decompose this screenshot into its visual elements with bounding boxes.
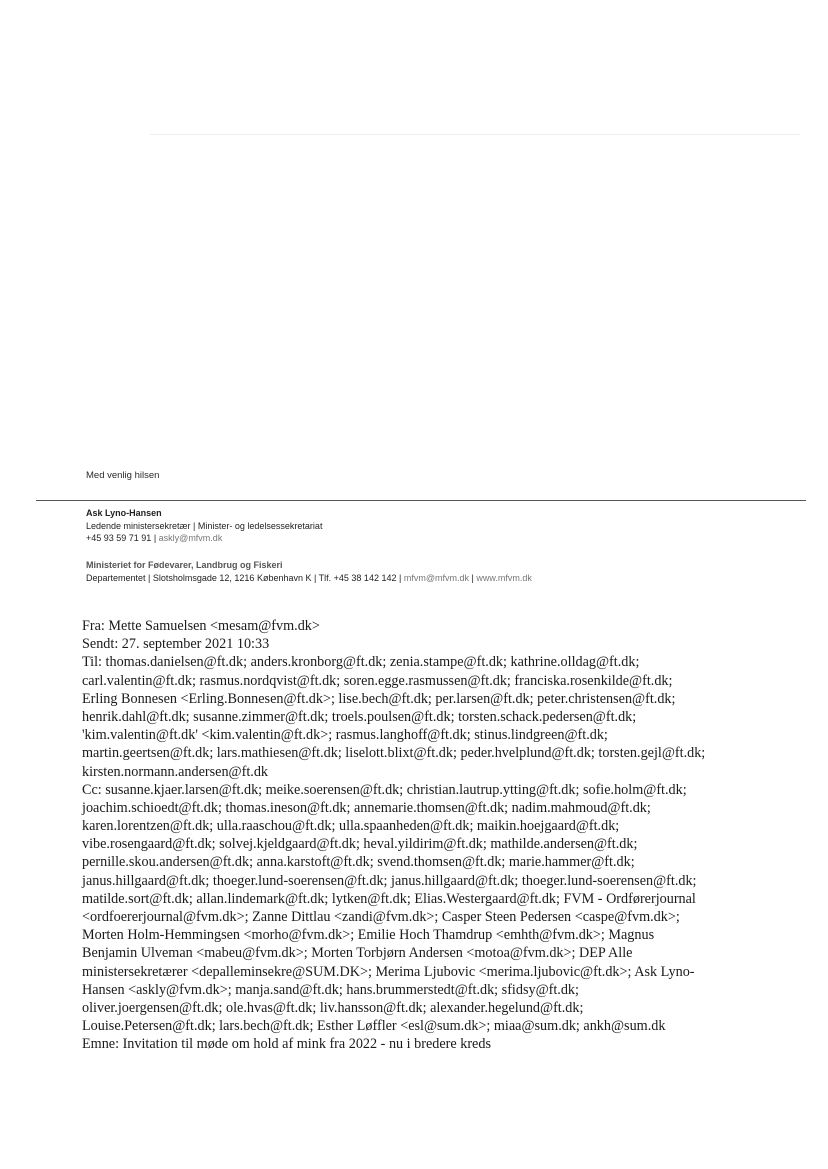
separator: | xyxy=(153,533,159,543)
email-header-line: Fra: Mette Samuelsen <mesam@fvm.dk> xyxy=(82,618,320,634)
email-header-line: Sendt: 27. september 2021 10:33 xyxy=(82,636,270,653)
separator: | xyxy=(398,573,404,583)
email-header-line: janus.hillgaard@ft.dk; thoeger.lund-soerensen@ft.dk; janus.hillgaard@ft.dk; thoeger.lund-soerensen@ft.dk; xyxy=(82,872,697,889)
email-header-line: <ordfoererjournal@fvm.dk>; Zanne Dittlau <zandi@fvm.dk>; Casper Steen Pedersen <caspe@fvm.dk>; xyxy=(82,909,680,925)
email-header-line: vibe.rosengaard@ft.dk; solvej.kjeldgaard@ft.dk; heval.yildirim@ft.dk; mathilde.andersen@ft.dk; xyxy=(82,836,638,853)
email-header-line: ministersekretærer <depalleminsekre@SUM.DK>; Merima Ljubovic <merima.ljubovic@ft.dk>; Ask Lyno- xyxy=(82,963,695,980)
separator: | xyxy=(471,573,477,583)
forwarded-email-header xyxy=(82,617,772,1054)
email-header-line: karen.lorentzen@ft.dk; ulla.raaschou@ft.dk; ulla.spaanheden@ft.dk; maikin.hoejgaard@ft.dk; xyxy=(82,818,620,835)
email-header-line: oliver.joergensen@ft.dk; ole.hvas@ft.dk; liv.hansson@ft.dk; alexander.hegelund@ft.dk; xyxy=(82,999,584,1016)
signature-ministry: Ministeriet for Fødevarer, Landbrug og Fiskeri xyxy=(86,560,283,570)
email-header-line: Erling Bonnesen <Erling.Bonnesen@ft.dk>; lise.bech@ft.dk; per.larsen@ft.dk; peter.christensen@ft.dk; xyxy=(82,690,676,707)
email-header-line: Morten Holm-Hemmingsen <morho@fvm.dk>; Emilie Hoch Thamdrup <emhth@fvm.dk>; Magnus xyxy=(82,927,655,944)
email-header-line: Cc: susanne.kjaer.larsen@ft.dk; meike.soerensen@ft.dk; christian.lautrup.ytting@ft.dk; sofie.holm@ft.dk; xyxy=(82,781,687,798)
signature-phone: +45 93 59 71 91 xyxy=(86,533,152,543)
signature-contact xyxy=(86,532,222,544)
ministry-email-link[interactable]: mfvm@mfvm.dk xyxy=(403,573,469,583)
signature-address-line xyxy=(86,572,532,584)
email-header-line: carl.valentin@ft.dk; rasmus.nordqvist@ft.dk; soren.egge.rasmussen@ft.dk; franciska.rosenkilde@ft.dk; xyxy=(82,672,673,689)
email-header-line: Emne: Invitation til møde om hold af mink fra 2022 - nu i bredere kreds xyxy=(82,1036,491,1053)
email-header-line: 'kim.valentin@ft.dk' <kim.valentin@ft.dk>; rasmus.langhoff@ft.dk; stinus.lindgreen@ft.dk; xyxy=(82,727,608,744)
scan-artifact-line xyxy=(150,134,800,135)
signature-divider xyxy=(36,500,806,501)
email-header-line: kirsten.normann.andersen@ft.dk xyxy=(82,763,269,780)
ministry-website-link[interactable]: www.mfvm.dk xyxy=(476,573,532,583)
email-header-line: joachim.schioedt@ft.dk; thomas.ineson@ft.dk; annemarie.thomsen@ft.dk; nadim.mahmoud@ft.dk; xyxy=(82,799,651,816)
email-header-line: Til: thomas.danielsen@ft.dk; anders.kronborg@ft.dk; zenia.stampe@ft.dk; kathrine.olldag@ft.dk; xyxy=(82,654,640,671)
email-header-line: pernille.skou.andersen@ft.dk; anna.karstoft@ft.dk; svend.thomsen@ft.dk; marie.hammer@ft.dk; xyxy=(82,854,635,871)
email-header-line: henrik.dahl@ft.dk; susanne.zimmer@ft.dk; troels.poulsen@ft.dk; torsten.schack.pedersen@ft.dk; xyxy=(82,708,637,725)
email-header-line: Hansen <askly@fvm.dk>; manja.sand@ft.dk; hans.brummerstedt@ft.dk; sfidsy@ft.dk; xyxy=(82,981,579,998)
signature-address: Departementet | Slotsholmsgade 12, 1216 København K | Tlf. +45 38 142 142 xyxy=(86,573,397,583)
email-header-line: matilde.sort@ft.dk; allan.lindemark@ft.dk; lytken@ft.dk; Elias.Westergaard@ft.dk; FVM - Ordførerjournal xyxy=(82,890,696,907)
closing-greeting: Med venlig hilsen xyxy=(86,470,160,481)
signature-role: Ledende ministersekretær | Minister- og ledelsessekretariat xyxy=(86,521,323,531)
signature-name: Ask Lyno-Hansen xyxy=(86,508,162,518)
signature-email-link[interactable]: askly@mfvm.dk xyxy=(158,533,223,543)
email-header-line: Louise.Petersen@ft.dk; lars.bech@ft.dk; Esther Løffler <esl@sum.dk>; miaa@sum.dk; ankh@sum.dk xyxy=(82,1018,666,1035)
email-header-line: Benjamin Ulveman <mabeu@fvm.dk>; Morten Torbjørn Andersen <motoa@fvm.dk>; DEP Alle xyxy=(82,945,633,962)
email-header-line: martin.geertsen@ft.dk; lars.mathiesen@ft.dk; liselott.blixt@ft.dk; peder.hvelplund@ft.dk; torsten.gejl@ft.dk; xyxy=(82,745,706,762)
